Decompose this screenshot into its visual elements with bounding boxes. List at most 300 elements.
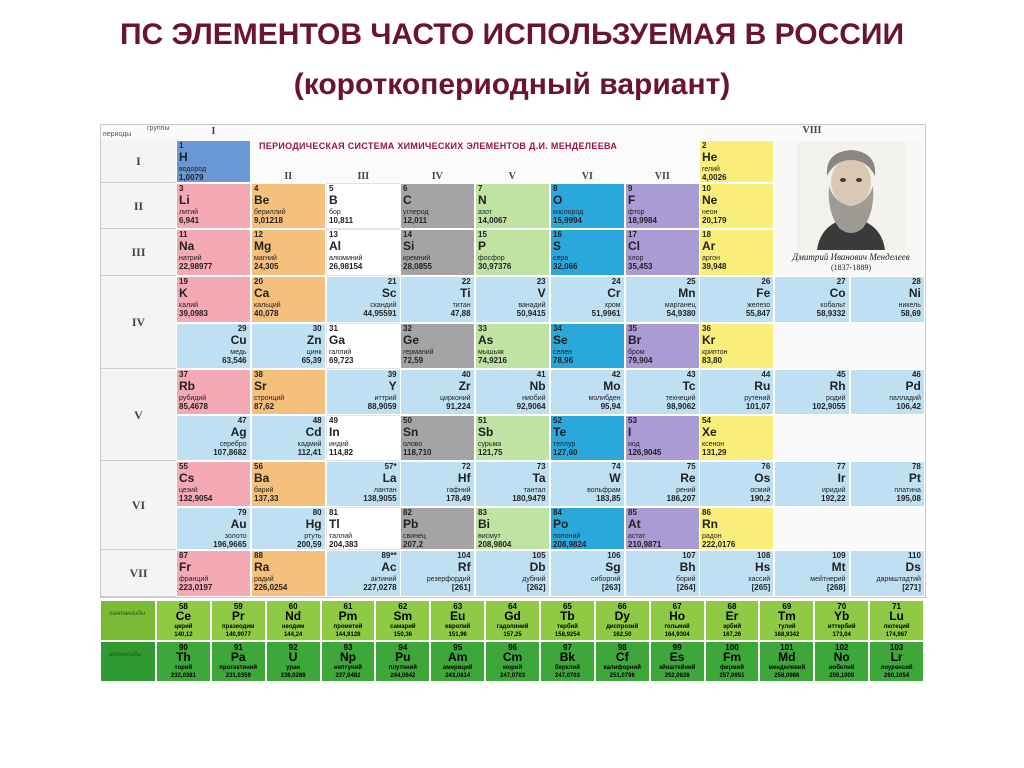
element-number: 19 — [179, 277, 188, 286]
element-symbol: K — [179, 286, 188, 300]
element-cell-c[interactable] — [400, 183, 475, 229]
element-name: гелий — [702, 166, 720, 173]
element-name: калий — [179, 302, 199, 309]
element-cell-mn[interactable] — [625, 276, 700, 323]
element-cell-np[interactable] — [321, 641, 376, 682]
element-symbol: Hf — [457, 471, 471, 485]
element-symbol: Cr — [607, 286, 621, 300]
element-name: криптон — [702, 349, 728, 356]
element-cell-ge[interactable] — [400, 323, 475, 369]
element-cell-ga[interactable] — [326, 323, 401, 369]
element-cell-ho[interactable] — [650, 600, 705, 641]
element-number: 53 — [628, 416, 637, 425]
element-symbol: Mt — [831, 560, 846, 574]
element-number: 62 — [398, 602, 408, 611]
element-cell-tb[interactable] — [540, 600, 595, 641]
element-cell-sr[interactable] — [251, 369, 326, 415]
element-cell-o[interactable] — [550, 183, 625, 229]
element-symbol: Eu — [450, 609, 466, 623]
element-name: никель — [898, 302, 921, 309]
element-cell-cf[interactable] — [595, 641, 650, 682]
element-mass: 167,26 — [722, 632, 742, 638]
element-cell-cl[interactable] — [625, 229, 700, 276]
element-number: 83 — [478, 508, 487, 517]
element-cell-nb[interactable] — [475, 369, 550, 415]
element-number: 65 — [562, 602, 572, 611]
element-cell-rn[interactable] — [699, 507, 774, 550]
element-name: неон — [702, 209, 718, 216]
element-number: 28 — [911, 277, 921, 286]
element-mass: 138,9055 — [363, 494, 397, 503]
element-cell-be[interactable] — [251, 183, 326, 229]
element-symbol: Be — [254, 193, 270, 207]
element-name: торий — [174, 665, 193, 671]
element-symbol: Pd — [905, 379, 921, 393]
element-symbol: Zr — [458, 379, 471, 393]
element-symbol: Br — [628, 333, 642, 347]
element-name: плутоний — [388, 665, 417, 671]
element-cell-tm[interactable] — [759, 600, 814, 641]
element-name: бор — [329, 209, 341, 216]
element-number: 12 — [254, 230, 263, 239]
element-cell-f[interactable] — [625, 183, 700, 229]
element-cell-lr[interactable] — [869, 641, 924, 682]
element-mass: 91,224 — [446, 402, 471, 411]
element-name: цинк — [306, 349, 322, 356]
element-number: 2 — [702, 141, 707, 150]
element-mass: 252,0828 — [664, 673, 690, 679]
element-mass: 131,29 — [702, 448, 727, 457]
element-cell-am[interactable] — [430, 641, 485, 682]
element-mass: [261] — [451, 583, 471, 592]
element-cell-ra[interactable] — [251, 550, 326, 597]
element-mass: 192,22 — [821, 494, 846, 503]
element-cell-ba[interactable] — [251, 461, 326, 507]
element-number: 91 — [233, 643, 243, 652]
slide-subtitle: (короткопериодный вариант) — [293, 68, 731, 101]
element-mass: 260,1054 — [884, 673, 910, 679]
element-cell-hf[interactable] — [400, 461, 475, 507]
element-number: 82 — [403, 508, 412, 517]
element-symbol: Mo — [603, 379, 621, 393]
element-symbol: Ni — [908, 286, 921, 300]
element-cell-pu[interactable] — [375, 641, 430, 682]
element-number: 97 — [562, 643, 572, 652]
element-name: таллий — [329, 533, 353, 540]
element-cell-hg[interactable] — [251, 507, 326, 550]
element-cell-h[interactable] — [176, 140, 251, 183]
element-mass: 18,9984 — [628, 216, 657, 225]
element-mass: [271] — [902, 583, 921, 592]
element-number: 106 — [607, 551, 621, 560]
element-mass: 26,98154 — [329, 262, 363, 271]
element-symbol: P — [478, 239, 487, 253]
portrait-image — [797, 142, 905, 250]
element-cell-pb[interactable] — [400, 507, 475, 550]
element-cell-n[interactable] — [475, 183, 550, 229]
element-number: 103 — [889, 643, 904, 652]
element-symbol: Na — [179, 239, 195, 253]
element-cell-cm[interactable] — [485, 641, 540, 682]
period-label-ii: II — [101, 183, 176, 229]
element-cell-fe[interactable] — [699, 276, 774, 323]
element-cell-mo[interactable] — [550, 369, 625, 415]
element-cell-zr[interactable] — [400, 369, 475, 415]
element-name: эйнштейний — [658, 665, 696, 671]
element-mass: 92,9064 — [516, 402, 546, 411]
element-cell-al[interactable] — [326, 229, 401, 276]
element-cell-si[interactable] — [400, 229, 475, 276]
element-cell-re[interactable] — [625, 461, 700, 507]
element-mass: 78,96 — [553, 356, 574, 365]
element-symbol: Nd — [285, 609, 302, 623]
element-name: рубидий — [179, 395, 207, 402]
element-cell-v[interactable] — [475, 276, 550, 323]
element-cell-yb[interactable] — [814, 600, 869, 641]
element-number: 64 — [508, 602, 518, 611]
element-symbol: Cu — [230, 333, 247, 347]
element-name: протактиний — [219, 665, 258, 671]
element-number: 7 — [478, 184, 483, 193]
element-number: 10 — [702, 184, 711, 193]
element-symbol: Er — [725, 609, 739, 623]
element-name: медь — [230, 349, 247, 356]
element-symbol: Te — [553, 425, 567, 439]
element-mass: 39,0983 — [179, 309, 208, 318]
element-name: лоуренсий — [880, 665, 913, 671]
element-cell-mg[interactable] — [251, 229, 326, 276]
element-name: аргон — [702, 255, 720, 262]
element-number: 84 — [553, 508, 562, 517]
element-cell-nd[interactable] — [266, 600, 321, 641]
element-cell-cs[interactable] — [176, 461, 251, 507]
element-name: водород — [179, 166, 207, 173]
element-name: тербий — [556, 624, 578, 630]
element-number: 47 — [237, 416, 247, 425]
element-cell-lu[interactable] — [869, 600, 924, 641]
element-number: 98 — [617, 643, 627, 652]
element-symbol: Os — [754, 471, 771, 485]
element-symbol: Tm — [777, 609, 796, 623]
element-number: 25 — [686, 277, 696, 286]
element-cell-he[interactable] — [699, 140, 774, 183]
element-symbol: Th — [176, 650, 191, 664]
element-name: мышьяк — [478, 349, 504, 356]
element-number: 36 — [702, 324, 711, 333]
element-mass: 69,723 — [329, 356, 354, 365]
element-cell-fr[interactable] — [176, 550, 251, 597]
element-cell-ag[interactable] — [176, 415, 251, 461]
element-mass: 126,9045 — [628, 448, 662, 457]
element-symbol: He — [702, 150, 718, 164]
element-name: галлий — [329, 349, 352, 356]
element-cell-rf[interactable] — [400, 550, 475, 597]
element-number: 105 — [532, 551, 546, 560]
element-name: ксенон — [702, 441, 725, 448]
element-cell-hs[interactable] — [699, 550, 774, 597]
element-name: германий — [403, 349, 434, 356]
element-number: 16 — [553, 230, 562, 239]
slide-title: ПС ЭЛЕМЕНТОВ ЧАСТО ИСПОЛЬЗУЕМАЯ В РОССИИ — [119, 18, 905, 51]
element-cell-at[interactable] — [625, 507, 700, 550]
element-cell-bi[interactable] — [475, 507, 550, 550]
element-number: 80 — [312, 508, 322, 517]
element-cell-u[interactable] — [266, 641, 321, 682]
element-cell-br[interactable] — [625, 323, 700, 369]
element-cell-sc[interactable] — [326, 276, 401, 323]
element-name: диспрозий — [606, 624, 639, 630]
element-cell-xe[interactable] — [699, 415, 774, 461]
element-number: 67 — [672, 602, 682, 611]
element-mass: 28,0855 — [403, 262, 432, 271]
element-name: астат — [628, 533, 646, 540]
element-name: иод — [628, 441, 640, 448]
element-mass: 150,36 — [393, 632, 413, 638]
element-cell-cd[interactable] — [251, 415, 326, 461]
element-cell-cr[interactable] — [550, 276, 625, 323]
element-symbol: In — [329, 425, 340, 439]
element-number: 6 — [403, 184, 408, 193]
element-mass: 32,066 — [553, 262, 578, 271]
element-symbol: Po — [553, 517, 569, 531]
element-cell-pa[interactable] — [211, 641, 266, 682]
element-mass: 258,0986 — [774, 673, 800, 679]
element-number: 31 — [329, 324, 338, 333]
element-name: натрий — [179, 255, 202, 262]
element-cell-y[interactable] — [326, 369, 401, 415]
element-number: 30 — [312, 324, 322, 333]
element-cell-bk[interactable] — [540, 641, 595, 682]
element-cell-ar[interactable] — [699, 229, 774, 276]
element-cell-au[interactable] — [176, 507, 251, 550]
element-name: рений — [676, 487, 696, 494]
element-name: теллур — [553, 441, 576, 448]
element-symbol: Ba — [254, 471, 270, 485]
element-name: нептуний — [333, 665, 362, 671]
element-cell-ni[interactable] — [850, 276, 925, 323]
element-cell-sm[interactable] — [375, 600, 430, 641]
element-symbol: Ru — [754, 379, 771, 393]
element-cell-sb[interactable] — [475, 415, 550, 461]
element-cell-es[interactable] — [650, 641, 705, 682]
element-cell-ac[interactable] — [326, 550, 401, 597]
element-number: 57* — [384, 462, 397, 471]
element-mass: 127,60 — [553, 448, 578, 457]
element-mass: 183,85 — [596, 494, 621, 503]
element-name: кальций — [254, 302, 281, 309]
element-cell-no[interactable] — [814, 641, 869, 682]
element-symbol: La — [382, 471, 397, 485]
element-symbol: Ar — [702, 239, 716, 253]
element-cell-w[interactable] — [550, 461, 625, 507]
element-name: цирконий — [440, 395, 471, 402]
element-cell-k[interactable] — [176, 276, 251, 323]
element-number: 17 — [628, 230, 637, 239]
element-cell-db[interactable] — [475, 550, 550, 597]
element-number: 55 — [179, 462, 188, 471]
element-cell-b[interactable] — [326, 183, 401, 229]
element-name: кобальт — [820, 302, 846, 309]
element-symbol: Sb — [478, 425, 494, 439]
element-cell-fm[interactable] — [705, 641, 760, 682]
element-name: индий — [329, 441, 349, 448]
element-cell-gd[interactable] — [485, 600, 540, 641]
element-mass: 14,0067 — [478, 216, 507, 225]
element-cell-sn[interactable] — [400, 415, 475, 461]
element-symbol: Bi — [478, 517, 490, 531]
element-cell-tc[interactable] — [625, 369, 700, 415]
element-number: 40 — [461, 370, 471, 379]
element-number: 104 — [457, 551, 471, 560]
element-cell-te[interactable] — [550, 415, 625, 461]
element-number: 22 — [461, 277, 471, 286]
element-symbol: Xe — [702, 425, 717, 439]
element-symbol: Lu — [889, 609, 904, 623]
element-name: актиний — [370, 576, 397, 583]
element-symbol: S — [553, 239, 562, 253]
element-cell-as[interactable] — [475, 323, 550, 369]
element-cell-kr[interactable] — [699, 323, 774, 369]
element-cell-mt[interactable] — [774, 550, 849, 597]
element-name: калифорний — [603, 665, 641, 671]
element-number: 94 — [398, 643, 408, 652]
element-cell-bh[interactable] — [625, 550, 700, 597]
element-cell-ca[interactable] — [251, 276, 326, 323]
actinides-label — [100, 641, 156, 682]
element-name: ртуть — [304, 533, 322, 540]
element-number: 73 — [536, 462, 546, 471]
element-mass: 222,0176 — [702, 540, 736, 549]
element-mass: 259,1009 — [829, 673, 855, 679]
element-symbol: Re — [680, 471, 696, 485]
element-name: европий — [445, 624, 471, 630]
element-number: 92 — [288, 643, 298, 652]
element-cell-os[interactable] — [699, 461, 774, 507]
element-cell-na[interactable] — [176, 229, 251, 276]
element-cell-co[interactable] — [774, 276, 849, 323]
element-name: кадмий — [297, 441, 322, 448]
element-name: цезий — [179, 487, 198, 494]
element-number: 32 — [403, 324, 412, 333]
element-cell-rb[interactable] — [176, 369, 251, 415]
element-cell-pd[interactable] — [850, 369, 925, 415]
element-number: 41 — [536, 370, 546, 379]
element-mass: 107,8682 — [213, 448, 247, 457]
element-mass: 15,9994 — [553, 216, 582, 225]
element-name: бром — [628, 349, 645, 356]
element-cell-po[interactable] — [550, 507, 625, 550]
element-symbol: Pb — [403, 517, 419, 531]
element-cell-pr[interactable] — [211, 600, 266, 641]
element-mass: 35,453 — [628, 262, 653, 271]
element-cell-la[interactable] — [326, 461, 401, 507]
element-name: уран — [286, 665, 301, 671]
element-cell-dy[interactable] — [595, 600, 650, 641]
element-cell-ds[interactable] — [850, 550, 925, 597]
element-number: 1 — [179, 141, 184, 150]
element-cell-in[interactable] — [326, 415, 401, 461]
element-cell-p[interactable] — [475, 229, 550, 276]
element-number: 76 — [761, 462, 771, 471]
element-cell-ta[interactable] — [475, 461, 550, 507]
element-mass: 247,0703 — [500, 673, 526, 679]
element-mass: 74,9216 — [478, 356, 507, 365]
element-cell-ne[interactable] — [699, 183, 774, 229]
element-number: 23 — [536, 277, 546, 286]
element-mass: 207,2 — [403, 540, 424, 549]
period-label-v: V — [101, 369, 176, 461]
element-name: мейтнерий — [810, 576, 846, 583]
element-number: 52 — [553, 416, 562, 425]
periodic-table — [100, 124, 926, 598]
element-mass: 162,50 — [613, 632, 632, 638]
element-number: 50 — [403, 416, 412, 425]
element-name: борий — [675, 576, 696, 583]
element-cell-er[interactable] — [705, 600, 760, 641]
element-cell-ce[interactable] — [156, 600, 211, 641]
element-symbol: Bh — [679, 560, 696, 574]
element-cell-ti[interactable] — [400, 276, 475, 323]
element-mass: 174,967 — [885, 632, 908, 638]
element-name: осмий — [750, 487, 771, 494]
element-cell-tl[interactable] — [326, 507, 401, 550]
element-cell-cu[interactable] — [176, 323, 251, 369]
element-cell-pm[interactable] — [321, 600, 376, 641]
period-label-iv: IV — [101, 276, 176, 369]
element-number: 11 — [179, 230, 188, 239]
element-mass: 121,75 — [478, 448, 503, 457]
element-mass: 158,9254 — [554, 632, 580, 638]
element-mass: 227,0278 — [363, 583, 397, 592]
element-symbol: Fm — [722, 650, 741, 664]
element-cell-md[interactable] — [759, 641, 814, 682]
element-name: франций — [179, 576, 209, 583]
element-cell-zn[interactable] — [251, 323, 326, 369]
element-cell-li[interactable] — [176, 183, 251, 229]
element-name: дармштадтий — [876, 576, 921, 583]
element-name: платина — [894, 487, 921, 494]
element-symbol: Pr — [231, 609, 245, 623]
element-name: кюрий — [502, 665, 523, 671]
element-mass: [263] — [601, 583, 621, 592]
element-number: 70 — [837, 602, 847, 611]
element-mass: [265] — [751, 583, 771, 592]
element-cell-th[interactable] — [156, 641, 211, 682]
element-name: радий — [254, 576, 274, 583]
element-number: 39 — [387, 370, 397, 379]
element-cell-se[interactable] — [550, 323, 625, 369]
element-mass: 106,42 — [896, 402, 921, 411]
element-cell-pt[interactable] — [850, 461, 925, 507]
element-cell-i[interactable] — [625, 415, 700, 461]
element-cell-rh[interactable] — [774, 369, 849, 415]
element-cell-eu[interactable] — [430, 600, 485, 641]
element-cell-ir[interactable] — [774, 461, 849, 507]
element-mass: 58,9332 — [816, 309, 846, 318]
element-symbol: B — [329, 193, 338, 207]
element-name: америций — [442, 665, 473, 671]
element-mass: 210,9871 — [628, 540, 662, 549]
element-cell-ru[interactable] — [699, 369, 774, 415]
element-mass: 208,9804 — [478, 540, 512, 549]
element-cell-s[interactable] — [550, 229, 625, 276]
element-name: золото — [224, 533, 247, 540]
element-symbol: O — [553, 193, 563, 207]
element-number: 95 — [453, 643, 463, 652]
element-name: скандий — [370, 302, 397, 309]
element-cell-sg[interactable] — [550, 550, 625, 597]
element-symbol: Tb — [560, 609, 575, 623]
